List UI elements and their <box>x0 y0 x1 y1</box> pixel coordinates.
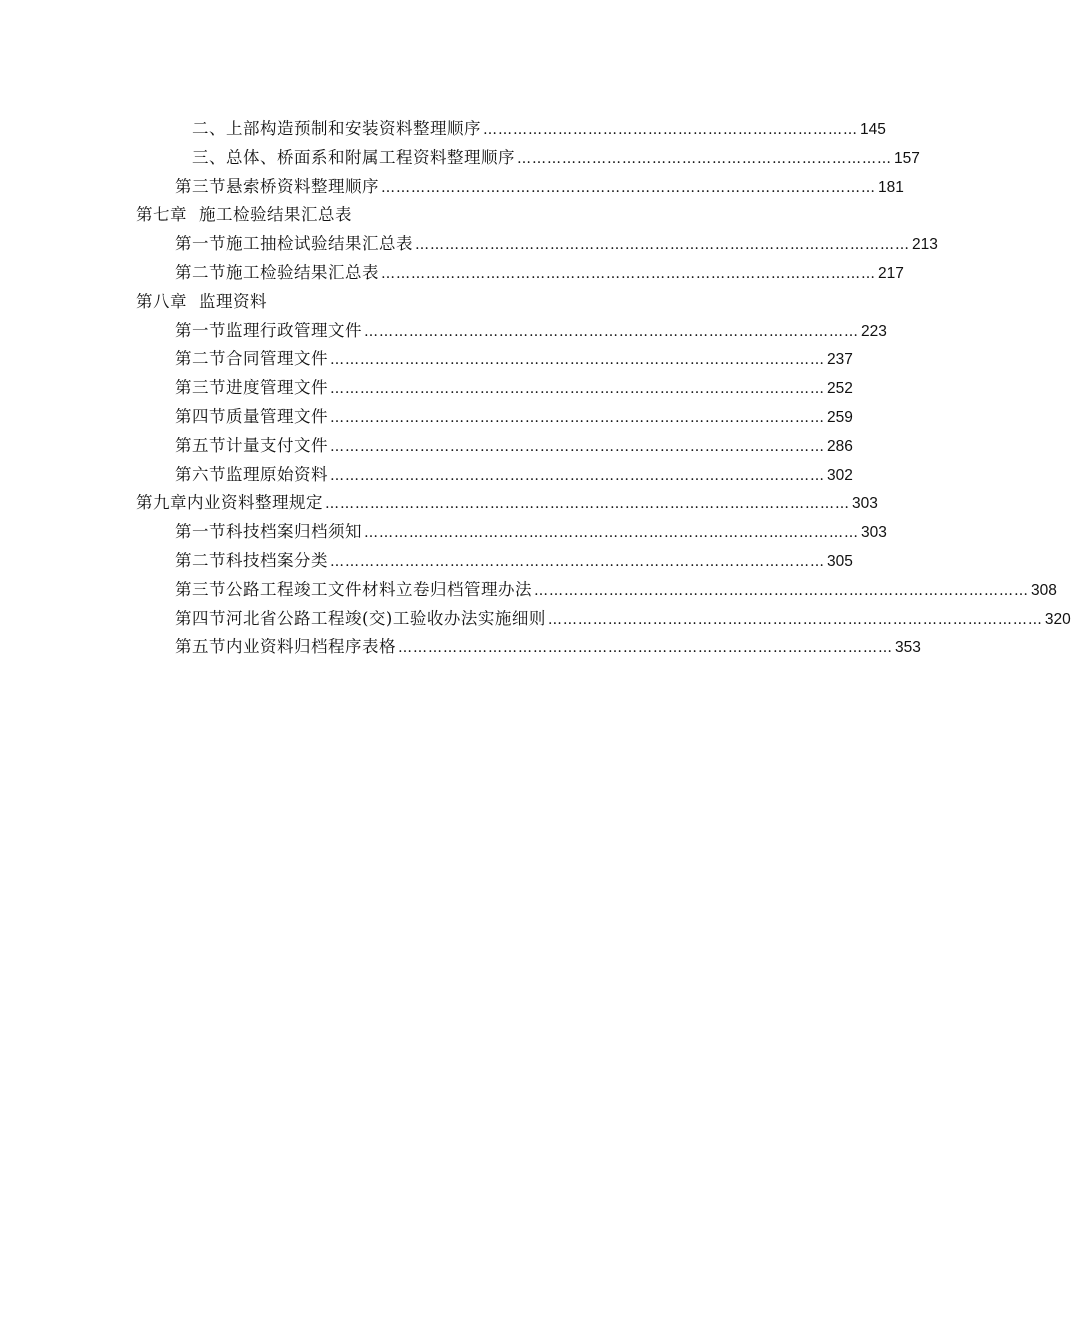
toc-entry-title: 合同管理文件 <box>226 349 328 369</box>
toc-entry-title: 内业资料归档程序表格 <box>226 637 396 657</box>
toc-entry-number: 第五节 <box>175 435 226 455</box>
toc-entry-title: 监理原始资料 <box>226 464 328 484</box>
toc-chapter-title: 监理资料 <box>199 291 267 311</box>
toc-entry-page: 252 <box>827 380 853 398</box>
toc-entry-title: 进度管理文件 <box>226 378 328 398</box>
toc-entry-page: 237 <box>827 351 853 369</box>
toc-chapter-title: 施工检验结果汇总表 <box>199 205 352 225</box>
toc-entry[interactable] <box>0 345 950 374</box>
toc-chapter-title: 内业资料整理规定 <box>187 493 323 513</box>
toc-entry-page: 353 <box>895 639 921 657</box>
toc-entry-number: 第二节 <box>175 262 226 282</box>
toc-chapter-number: 第七章 <box>136 205 187 225</box>
toc-entry-page: 217 <box>878 264 904 282</box>
toc-entry-title: 二、上部构造预制和安装资料整理顺序 <box>192 119 481 138</box>
toc-entry-number: 第五节 <box>175 637 226 657</box>
toc-entry-number: 第四节 <box>175 406 226 426</box>
toc-entry[interactable] <box>0 173 950 202</box>
toc-chapter-number: 第九章 <box>136 493 187 513</box>
toc-entry-page: 157 <box>894 149 920 167</box>
toc-entry-title: 三、总体、桥面系和附属工程资料整理顺序 <box>192 147 515 167</box>
toc-entry-page: 145 <box>860 121 886 138</box>
toc-entry-page: 320 <box>1044 610 1071 628</box>
toc-entry-number: 第三节 <box>175 579 226 599</box>
toc-entry[interactable] <box>0 518 950 547</box>
toc-entry[interactable] <box>0 461 950 490</box>
dot-leader: ……………………………………………………………………………………… <box>330 467 825 484</box>
toc-entry-page: 305 <box>827 552 853 570</box>
dot-leader: ……………………………………………………………………………………… <box>330 381 825 398</box>
toc-entry-page: 302 <box>827 466 853 484</box>
dot-leader: ……………………………………………………………………………………… <box>534 582 1029 599</box>
dot-leader: ……………………………………………………………………………………… <box>330 438 825 455</box>
toc-chapter-page: 303 <box>852 495 878 513</box>
toc-entry-page: 213 <box>912 236 938 254</box>
dot-leader: ……………………………………………………………………………………… <box>330 409 825 426</box>
toc-chapter-number: 第八章 <box>136 291 187 311</box>
dot-leader: ……………………………………………………………………………………… <box>364 323 859 340</box>
toc-entry-number: 第一节 <box>175 320 226 340</box>
toc-entry-title: 河北省公路工程竣(交)工验收办法实施细则 <box>226 608 546 628</box>
dot-leader: ……………………………………………………………………………………… <box>364 525 859 542</box>
dot-leader: ……………………………………………………………………………………… <box>398 640 893 657</box>
toc-chapter[interactable] <box>0 288 950 317</box>
dot-leader: …………………………………………………………………………………………… <box>325 496 850 513</box>
toc-entry-title: 科技档案分类 <box>226 550 328 570</box>
toc-chapter[interactable] <box>0 489 950 518</box>
toc-entry[interactable] <box>0 403 950 432</box>
toc-entry[interactable] <box>0 259 950 288</box>
toc-entry-page: 181 <box>878 178 904 196</box>
toc-entry-title: 质量管理文件 <box>226 406 328 426</box>
toc-entry[interactable] <box>0 317 950 346</box>
toc-entry-title: 施工抽检试验结果汇总表 <box>226 234 413 254</box>
toc-entry-title: 公路工程竣工文件材料立卷归档管理办法 <box>226 579 532 599</box>
toc-entry[interactable] <box>0 605 1071 634</box>
toc-entry-page: 223 <box>861 322 887 340</box>
toc-entry-number: 第四节 <box>175 608 226 628</box>
toc-entry-title: 施工检验结果汇总表 <box>226 262 379 282</box>
dot-leader: ……………………………………………………………………………………… <box>330 553 825 570</box>
toc-entry-page: 286 <box>827 437 853 455</box>
toc-entry[interactable] <box>0 633 950 662</box>
toc-entry-title: 计量支付文件 <box>226 435 328 455</box>
toc-entry-page: 303 <box>861 524 887 542</box>
toc-entry-number: 第一节 <box>175 234 226 254</box>
toc-entry-number: 第六节 <box>175 464 226 484</box>
toc-entry-title: 监理行政管理文件 <box>226 320 362 340</box>
toc-entry[interactable] <box>0 115 950 144</box>
toc-entry-title: 悬索桥资料整理顺序 <box>226 176 379 196</box>
toc-chapter[interactable] <box>0 201 950 230</box>
dot-leader: ……………………………………………………………………………………… <box>381 179 876 196</box>
toc-entry-number: 第三节 <box>175 176 226 196</box>
dot-leader: ……………………………………………………………………………………… <box>547 611 1043 628</box>
toc-entry-number: 第二节 <box>175 550 226 570</box>
toc-entry-title: 科技档案归档须知 <box>226 522 362 542</box>
dot-leader: ……………………………………………………………………………………… <box>415 237 910 254</box>
toc-entry[interactable] <box>0 230 950 259</box>
dot-leader: ……………………………………………………………………………………… <box>381 265 876 282</box>
dot-leader: ……………………………………………………………………………………… <box>330 352 825 369</box>
toc-entry[interactable] <box>0 374 950 403</box>
toc-entry-number: 第二节 <box>175 349 226 369</box>
toc-entry-page: 308 <box>1031 581 1057 599</box>
toc-entry[interactable] <box>0 432 950 461</box>
toc-entry[interactable] <box>0 576 1057 605</box>
table-of-contents <box>0 115 1071 662</box>
dot-leader: ………………………………………………………………… <box>517 150 892 167</box>
dot-leader: ………………………………………………………………… <box>483 122 858 138</box>
toc-entry-number: 第三节 <box>175 378 226 398</box>
toc-entry[interactable] <box>0 547 950 576</box>
toc-entry-number: 第一节 <box>175 522 226 542</box>
toc-entry-page: 259 <box>827 408 853 426</box>
toc-entry[interactable] <box>0 144 950 173</box>
